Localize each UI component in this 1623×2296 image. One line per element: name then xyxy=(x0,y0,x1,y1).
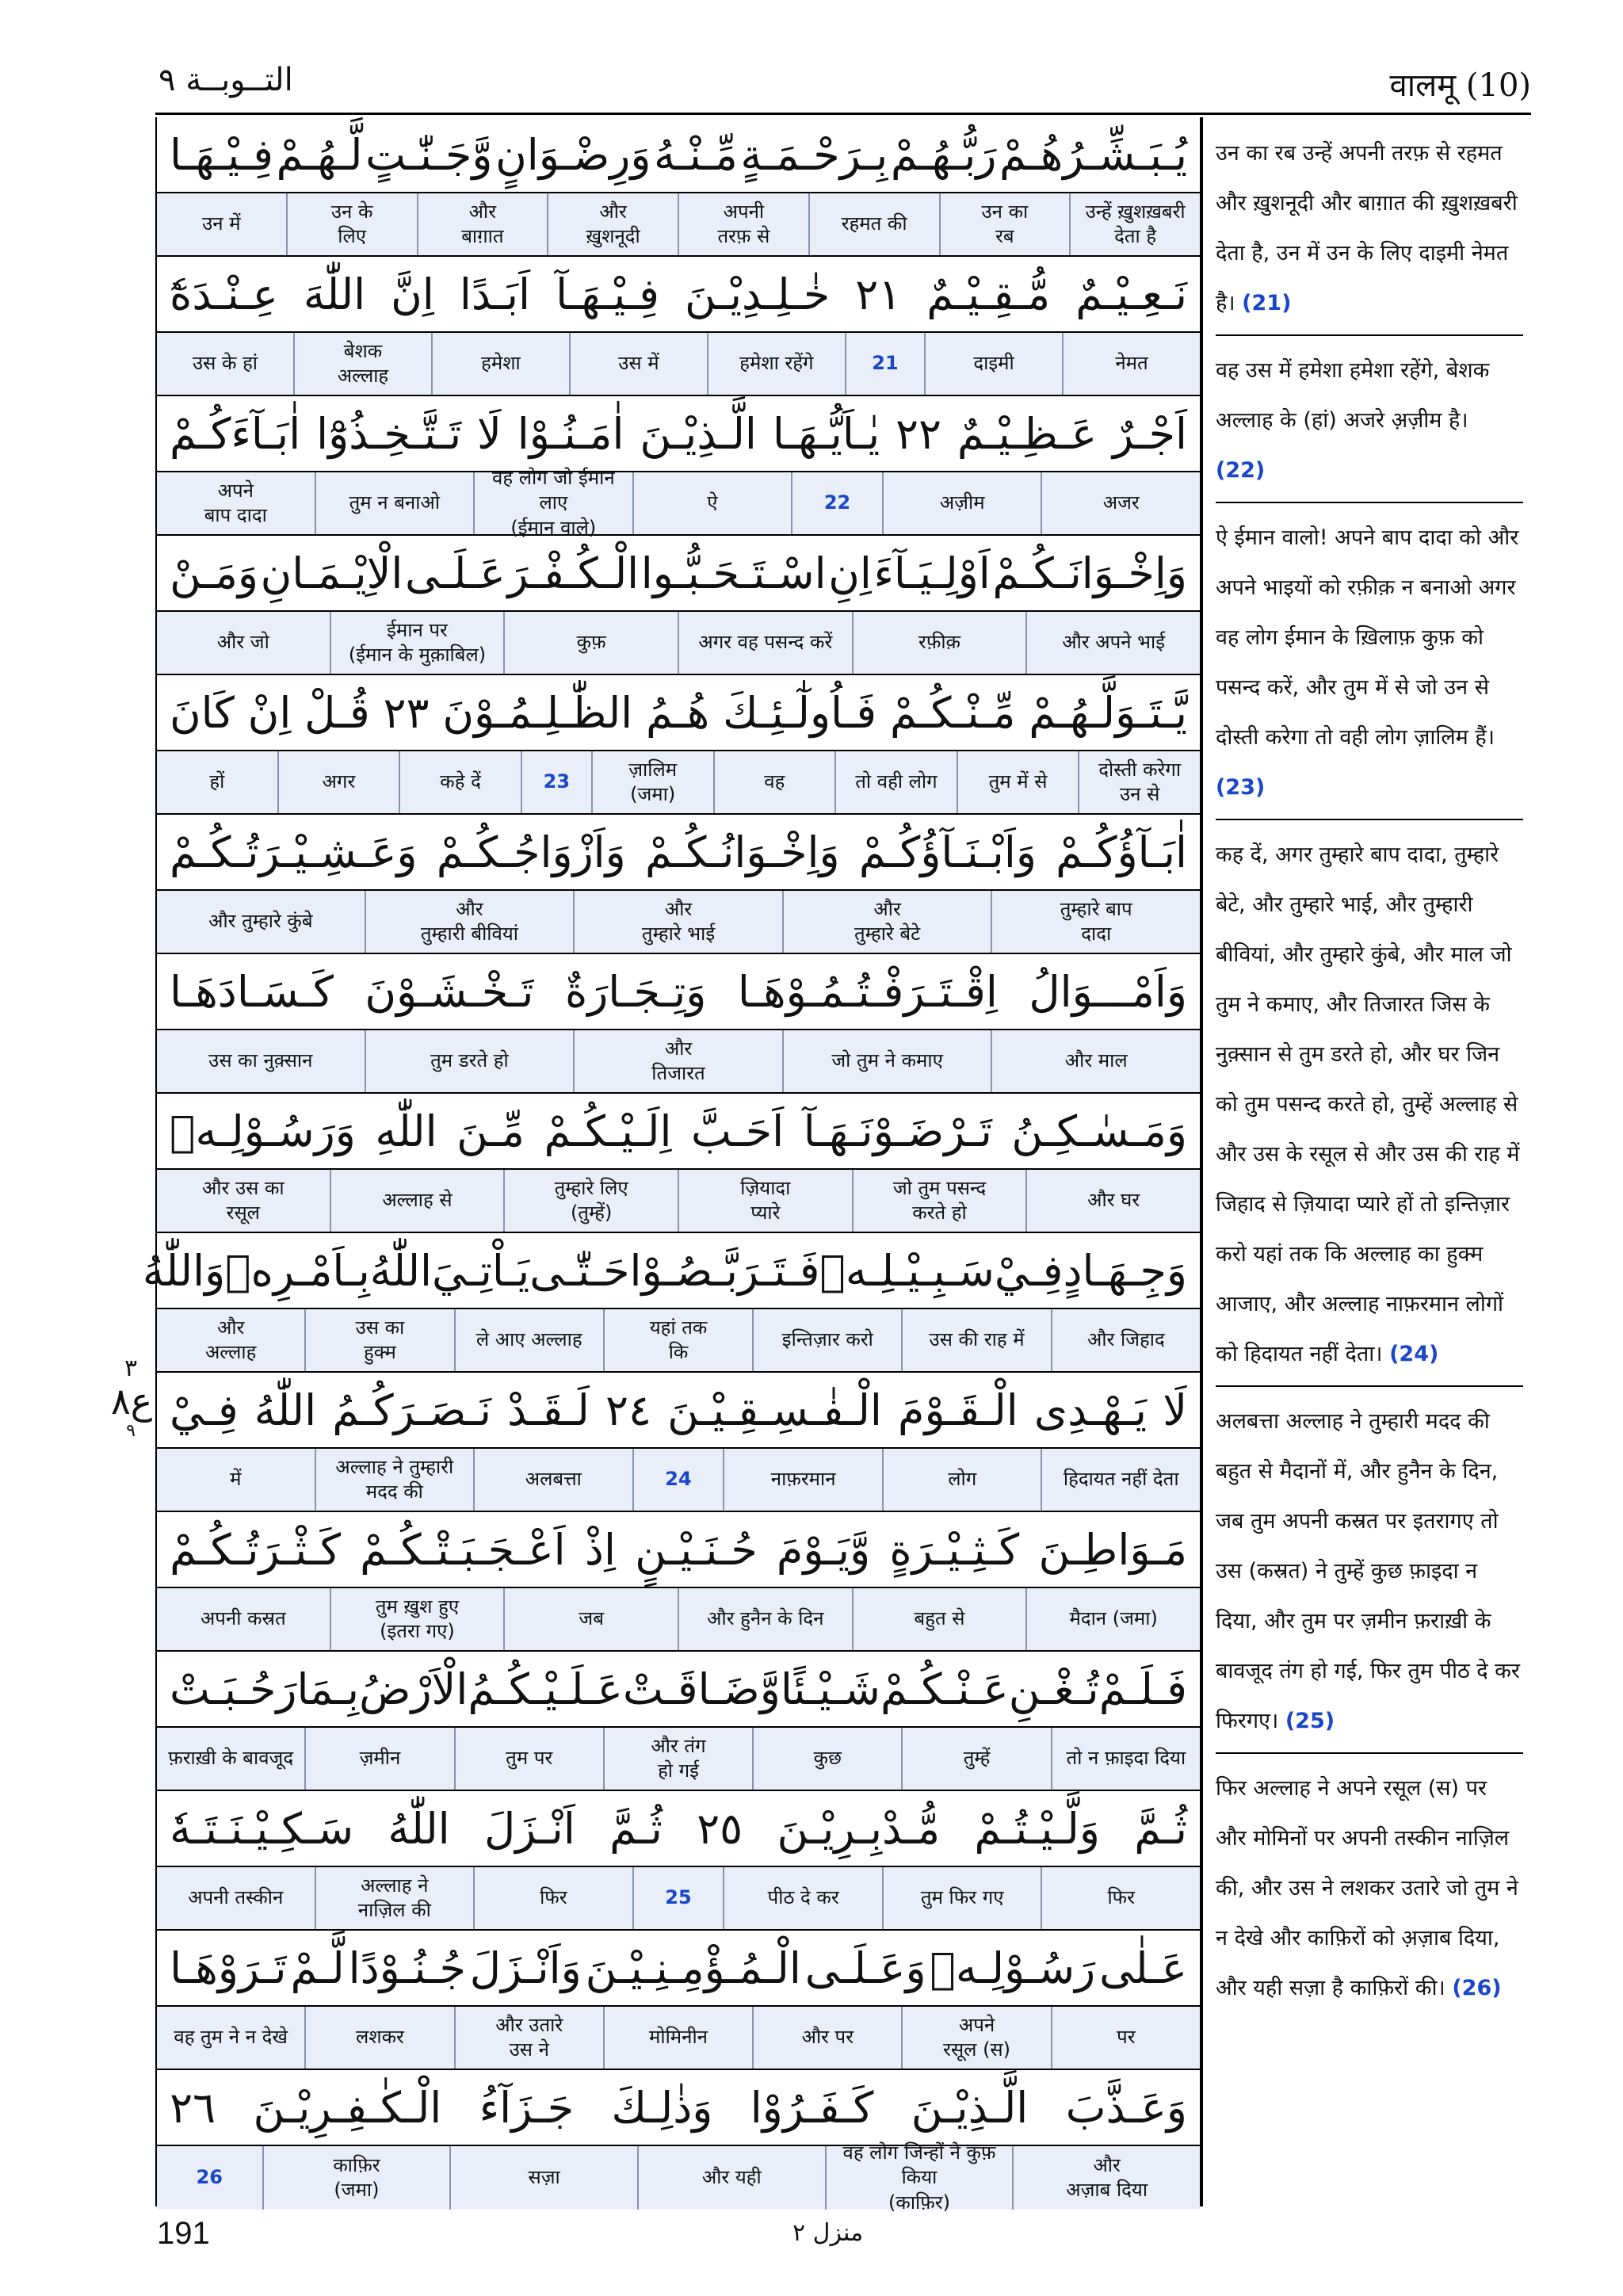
word-translation-cell: वह तुम ने न देखे xyxy=(174,2026,288,2049)
arabic-word: خٰـلِـدِيْـنَ xyxy=(685,269,831,319)
word-translation-cell: अपने रसूल (स) xyxy=(901,2007,1050,2069)
word-translation-cell: फ़राख़ी के बावजूद xyxy=(168,1747,294,1770)
word-translation-cell: और जो xyxy=(216,631,269,654)
arabic-word: وَاَمْـــوَالُ xyxy=(1029,966,1187,1017)
arabic-word: اللّٰهُ xyxy=(388,1803,450,1854)
arabic-word: وَاللّٰهُ xyxy=(142,1245,226,1296)
arabic-verse-line xyxy=(157,2070,1200,2146)
arabic-word: وَّضَـاقَـتْ xyxy=(622,1664,781,1714)
verse-number: (24) xyxy=(1389,1342,1439,1366)
word-translation-cell: पीठ दे कर xyxy=(723,1867,882,1929)
arabic-word: يَّـتَـوَلَّـهُـمْ xyxy=(1029,687,1187,738)
arabic-word: عَـلَـى xyxy=(404,548,506,598)
word-translation-cell: हिदायत नहीं देता xyxy=(1041,1449,1200,1511)
arabic-word: رَحُـبَـتْ xyxy=(170,1664,297,1714)
arabic-word: وَاِخْـوَانُـكُـمْ xyxy=(645,827,840,877)
arabic-word: فَـتَـرَبَّـصُـوْا xyxy=(629,1245,820,1296)
arabic-word: اِقْـتَـرَفْـتُـمُـوْهَـا xyxy=(737,966,998,1017)
word-translation-cell: अपनी तस्कीन xyxy=(188,1886,284,1909)
word-translation-cell: तुम पर xyxy=(454,1728,603,1790)
arabic-word: فِـيْ xyxy=(170,1385,239,1435)
verse-number: (25) xyxy=(1285,1709,1335,1733)
arabic-word: وَعَـذَّبَ xyxy=(1065,2082,1187,2133)
arabic-word: تُـغْـنِ xyxy=(1008,1664,1099,1714)
word-translation-row xyxy=(157,193,1200,257)
arabic-word: وَاِخْـوَانَـكُـمْ xyxy=(992,548,1187,598)
word-translation-row xyxy=(157,1309,1200,1373)
word-translation-cell: फिर xyxy=(473,1867,632,1929)
arabic-word: رَبُّـهُـمْ xyxy=(890,129,997,180)
word-translation-cell: फिर xyxy=(1041,1867,1200,1929)
word-translation-cell: और पर xyxy=(752,2007,901,2069)
word-translation-cell: मोमिनीन xyxy=(603,2007,752,2069)
word-translation-cell: अल्लाह से xyxy=(330,1170,504,1232)
word-translation-cell: लशकर xyxy=(304,2007,453,2069)
arabic-word: الْاِيْـمَـانِ xyxy=(260,548,403,598)
header-rule xyxy=(155,113,1531,115)
word-translation-cell: बहुत से xyxy=(852,1588,1026,1650)
arabic-word: ٢٢ xyxy=(896,408,942,459)
word-translation-cell: तुम्हें xyxy=(901,1728,1050,1790)
word-translation-cell: जो तुम ने कमाए xyxy=(782,1030,991,1092)
arabic-word: اِنِ xyxy=(828,548,872,598)
word-translation-cell: उस में xyxy=(569,333,707,395)
word-translation-cell: कुफ़ xyxy=(503,612,678,674)
arabic-word: وَلَّـيْـتُـمْ xyxy=(974,1803,1100,1854)
arabic-word: وَمَـسٰـكِـنُ xyxy=(1011,1106,1187,1156)
arabic-verse-line xyxy=(157,1512,1200,1588)
arabic-verse-line xyxy=(157,815,1200,891)
verse-translation-text: कह दें, अगर तुम्हारे बाप दादा, तुम्हारे बेटे, और तुम्हारे भाई, और तुम्हारी बीवियां, और तुम्हारे कुंबे, और माल जो तुम ने कमाए, और तिजारत जिस के नुक़्सान से तुम डरते हो, और घर जिन को तुम पसन्द करते हो, तुम्हें अल्लाह से और उस के रसूल से और उस की राह में जिहाद से ज़ियादा प्यारे हों तो इन्तिज़ार करो यहां तक कि अल्लाह का हुक्म आजाए, और अल्लाह नाफ़रमान लोगों को हिदायत नहीं देता। xyxy=(1216,842,1520,1366)
word-translation-cell: ईमान पर (ईमान के मुक़ाबिल) xyxy=(330,612,504,674)
arabic-word: عَـلٰى xyxy=(1099,1943,1187,1993)
arabic-verse-line xyxy=(157,675,1200,751)
arabic-verse-line xyxy=(157,1373,1200,1449)
arabic-word: الْـكُـفْـرَ xyxy=(507,548,640,598)
word-translation-cell: सज़ा xyxy=(449,2146,637,2210)
arabic-word: سَـبِـيْـلِـهٖ xyxy=(819,1245,995,1296)
arabic-word: بِـمَا xyxy=(296,1664,360,1714)
arabic-word: حَـتّٰـى xyxy=(529,1245,630,1296)
verse-translation-text: अलबत्ता अल्लाह ने तुम्हारी मदद की बहुत से मैदानों में, और हुनैन के दिन, जब तुम अपनी कस्रत पर इतरागए तो उस (कस्रत) ने तुम्हें कुछ फ़ाइदा न दिया, और तुम पर ज़मीन फ़राख़ी के बावजूद तंग हो गई, फिर तुम पीठ दे कर फिरगए। xyxy=(1216,1409,1520,1733)
arabic-word: ثُـمَّ xyxy=(1134,1803,1187,1854)
ruku-marker-top: ٣ xyxy=(124,1354,138,1382)
arabic-word: اٰمَـنُـوْا xyxy=(517,408,624,459)
verse-translation-paragraph xyxy=(1216,1763,1523,2019)
arabic-word: فَـلَـمْ xyxy=(1098,1664,1187,1714)
arabic-verse-line xyxy=(157,1931,1200,2007)
arabic-word: جَـزَآءُ xyxy=(479,2082,575,2133)
word-translation-row xyxy=(157,1170,1200,1233)
arabic-verse-line xyxy=(157,1094,1200,1170)
word-translation-cell: दाइमी xyxy=(924,333,1062,395)
arabic-verse-line xyxy=(157,954,1200,1030)
word-translation-cell: काफ़िर (जमा) xyxy=(262,2146,450,2210)
word-translation-cell: और अल्लाह xyxy=(204,1316,257,1363)
arabic-word: اِلَـيْـكُـمْ xyxy=(544,1106,672,1156)
arabic-word: وَاَبْـنَـآؤُكُـمْ xyxy=(858,827,1037,877)
arabic-word: اٰبَـآءَكُـمْ xyxy=(170,408,301,459)
arabic-word: لَّـمْ xyxy=(290,1943,345,1993)
verse-number: (21) xyxy=(1242,291,1292,315)
arabic-word: وَرِضْـوَانٍ xyxy=(495,129,651,180)
arabic-word: الْـفٰـسِـقِـيْـنَ xyxy=(667,1385,882,1435)
page-number: 191 xyxy=(157,2216,210,2251)
verse-translation-paragraph xyxy=(1216,1396,1523,1754)
arabic-verse-line xyxy=(157,257,1200,333)
word-translation-row xyxy=(157,467,1200,539)
word-translation-cell: कहे दें xyxy=(399,751,521,813)
arabic-word: قُـلْ xyxy=(304,687,370,738)
word-translation-cell: कुछ xyxy=(752,1728,901,1790)
arabic-word: مُّـقِـيْـمٌ xyxy=(926,269,1051,319)
arabic-word: يَـهْـدِى xyxy=(1033,1385,1148,1435)
arabic-word: مُّـدْبِـرِيْـنَ xyxy=(777,1803,941,1854)
word-translation-row xyxy=(157,1867,1200,1931)
word-translation-cell: ऐ xyxy=(632,472,792,534)
word-translation-row xyxy=(157,1030,1200,1094)
arabic-word: كَانَ xyxy=(170,687,235,738)
verse-number: (26) xyxy=(1452,1976,1502,2000)
word-translation-row xyxy=(157,891,1200,954)
arabic-word: لَّـهُـمْ xyxy=(276,129,363,180)
word-translation-cell: वह xyxy=(713,751,835,813)
arabic-word: اَوْلِـيَـآءَ xyxy=(873,548,991,598)
arabic-word: اِنَّ xyxy=(391,269,434,319)
arabic-verse-line xyxy=(157,396,1200,472)
word-translation-cell: वह लोग जिन्हों ने कुफ़ किया (काफ़िर) xyxy=(825,2146,1013,2210)
word-translation-cell: ज़ालिम (जमा) xyxy=(591,751,713,813)
word-translation-cell: अपने बाप दादा xyxy=(204,479,267,526)
word-translation-row xyxy=(157,612,1200,675)
arabic-word: مِّـنَ xyxy=(456,1106,525,1156)
arabic-word: يَـاْتِـيَ xyxy=(432,1245,530,1296)
arabic-word: اللّٰهَ xyxy=(303,269,366,319)
arabic-word: ٢٥ xyxy=(697,1803,743,1854)
word-translation-cell: उस का हुक्म xyxy=(304,1309,453,1371)
word-translation-cell: उस के हां xyxy=(193,352,258,375)
arabic-word: ٢٦ xyxy=(170,2082,216,2133)
word-translation-cell: उन के लिए xyxy=(286,193,417,255)
arabic-word: عَـظِـيْـمٌ xyxy=(957,408,1098,459)
word-translation-cell: और बाग़ात xyxy=(417,193,548,255)
arabic-word: رَسُـوْلِـهٖ xyxy=(930,1943,1096,1993)
arabic-word: وَعَـلَـى xyxy=(804,1943,926,1993)
arabic-word: فِـيْـهَـا xyxy=(170,129,273,180)
arabic-word: الْـمُـؤْمِـنِـيْـنَ xyxy=(585,1943,801,1993)
word-translation-row xyxy=(157,1449,1200,1512)
arabic-verse-line xyxy=(142,1233,1200,1309)
arabic-word: مِّـنْـكُـمْ xyxy=(889,687,1016,738)
word-translation-cell: और अज़ाब दिया xyxy=(1012,2146,1200,2210)
arabic-word: شَـيْـئًا xyxy=(780,1664,880,1714)
arabic-word: الَّـذِيْـنَ xyxy=(911,2082,1029,2133)
arabic-verse-line xyxy=(157,1652,1200,1728)
ruku-marker-bottom: ٩ xyxy=(126,1420,136,1441)
word-translation-cell: तुम डरते हो xyxy=(365,1030,574,1092)
arabic-word: وَمَـنْ xyxy=(170,548,259,598)
word-translation-cell: अलबत्ता xyxy=(473,1449,632,1511)
word-translation-cell: मैदान (जमा) xyxy=(1025,1588,1200,1650)
word-translation-cell: अज़ीम xyxy=(882,472,1041,534)
word-translation-cell: तुम फिर गए xyxy=(882,1867,1041,1929)
word-translation-cell: और तिजारत xyxy=(573,1030,782,1092)
arabic-word: عَـنْـكُـمْ xyxy=(880,1664,1009,1714)
verse-number-cell: 24 xyxy=(632,1449,724,1511)
word-translation-cell: अजर xyxy=(1041,472,1200,534)
arabic-word: عِـنْـدَهٗٓ xyxy=(170,269,278,319)
arabic-word: وَاَزْوَاجُـكُـمْ xyxy=(436,827,626,877)
word-translation-cell: हमेशा रहेंगे xyxy=(707,333,845,395)
word-translation-cell: तो न फ़ाइदा दिया xyxy=(1051,1728,1200,1790)
arabic-word: ٢٤ xyxy=(605,1385,652,1435)
word-translation-cell: अगर xyxy=(277,751,399,813)
word-translation-cell: अल्लाह ने नाज़िल की xyxy=(315,1867,474,1929)
word-translation-cell: और तुम्हारे बेटे xyxy=(782,891,991,953)
arabic-word: بِـاَمْـرِهٖ xyxy=(225,1245,370,1296)
arabic-word: كَـسَـادَهَـا xyxy=(170,966,334,1017)
word-translation-cell: उन में xyxy=(202,212,241,235)
word-translation-cell: इन्तिज़ार करो xyxy=(752,1309,901,1371)
verse-number-cell: 26 xyxy=(196,2166,223,2189)
word-translation-cell: और उतारे उस ने xyxy=(454,2007,603,2069)
word-translation-row xyxy=(157,751,1200,815)
arabic-word: جُـنُـوْدًا xyxy=(348,1943,466,1993)
word-translation-cell: और ख़ुशनूदी xyxy=(547,193,678,255)
arabic-word: فِـيْ xyxy=(994,1245,1064,1296)
word-translation-cell: जो तुम पसन्द करते हो xyxy=(852,1170,1026,1232)
word-translation-cell: तुम्हारे बाप दादा xyxy=(991,891,1200,953)
arabic-word: اٰبَـآؤُكُـمْ xyxy=(1056,827,1187,877)
arabic-word: مِّـنْـهُ xyxy=(654,129,738,180)
arabic-word: فَـاُولٰٓـئِـكَ xyxy=(723,687,877,738)
word-translation-cell: उन का रब xyxy=(939,193,1070,255)
arabic-word: حُـنَـيْـنٍ xyxy=(635,1524,758,1575)
manzil-label: منزل ٢ xyxy=(792,2219,864,2247)
word-translation-cell: अल्लाह ने तुम्हारी मदद की xyxy=(315,1449,474,1511)
ruku-marker xyxy=(111,1355,151,1441)
arabic-word: ٢٣ xyxy=(383,687,430,738)
arabic-word: ثُـمَّ xyxy=(609,1803,663,1854)
word-translation-cell: और तंग हो गई xyxy=(603,1728,752,1790)
word-translation-cell: वह लोग जो ईमान लाए (ईमान वाले) xyxy=(473,472,632,534)
arabic-word: سَـكِـيْـنَـتَـهٗ xyxy=(170,1803,354,1854)
word-translation-cell: तुम्हारे लिए (तुम्हें) xyxy=(503,1170,678,1232)
word-translation-cell: हमेशा xyxy=(431,333,569,395)
verse-translation-text: फिर अल्लाह ने अपने रसूल (स) पर और मोमिनों पर अपनी तस्कीन नाज़िल की, और उस ने लशकर उतारे जो तुम ने न देखे और काफ़िरों को अ़ज़ाब दिया, और यही सज़ा है काफ़िरों की। xyxy=(1216,1776,1518,2000)
translation-sidebar xyxy=(1201,117,1531,2206)
arabic-word: اَجْـرٌ xyxy=(1113,408,1187,459)
word-translation-row xyxy=(157,1588,1200,1652)
verse-number-cell: 22 xyxy=(791,472,882,534)
arabic-word: اِذْ xyxy=(584,1524,616,1575)
word-translation-cell: बेशक अल्लाह xyxy=(293,333,431,395)
arabic-word: وَرَسُـوْلِـهٖ xyxy=(170,1106,356,1156)
arabic-word: وَذٰلِـكَ xyxy=(611,2082,713,2133)
verse-translation-paragraph xyxy=(1216,513,1523,820)
verse-translation-text: ऐ ईमान वालो! अपने बाप दादा को और अपने भाइयों को रफ़ीक़ न बनाओ अगर वह लोग ईमान के ख़िलाफ़ कुफ़ को पसन्द करें, और तुम में से जो उन से दोस्ती करेगा तो वही लोग ज़ालिम हैं। xyxy=(1216,525,1519,750)
para-header: वालमू (10) xyxy=(1389,67,1531,104)
word-translation-cell: में xyxy=(230,1468,242,1491)
surah-header: التــوبــة ٩ xyxy=(158,62,293,98)
word-translation-cell: तो वही लोग xyxy=(834,751,957,813)
verse-number-cell: 25 xyxy=(632,1867,724,1929)
arabic-word: اسْـتَـحَـبُّـوا xyxy=(640,548,827,598)
word-translation-cell: जब xyxy=(503,1588,678,1650)
word-translation-cell: अपनी कस्रत xyxy=(200,1607,286,1630)
arabic-word: الْـقَـوْمَ xyxy=(898,1385,1018,1435)
arabic-verse-line xyxy=(157,1791,1200,1867)
arabic-word: يٰـاَيُّـهَـا xyxy=(772,408,880,459)
word-translation-cell: उस का नुक़्सान xyxy=(208,1049,313,1072)
arabic-word: اَنْـزَلَ xyxy=(483,1803,575,1854)
word-translation-cell: रफ़ीक़ xyxy=(852,612,1026,674)
verse-number: (23) xyxy=(1216,775,1266,800)
arabic-word: كَـفَـرُوْا xyxy=(750,2082,874,2133)
arabic-word: الَّـذِيْـنَ xyxy=(640,408,757,459)
arabic-word: وَاَنْـزَلَ xyxy=(469,1943,582,1993)
word-translation-cell: और अपने भाई xyxy=(1025,612,1200,674)
word-translation-cell: उस की राह में xyxy=(901,1309,1050,1371)
word-translation-cell: और तुम्हारे भाई xyxy=(573,891,782,953)
arabic-word: لَا xyxy=(1163,1385,1187,1435)
arabic-word: بِـرَحْـمَـةٍ xyxy=(740,129,888,180)
word-translation-cell: और हुनैन के दिन xyxy=(678,1588,852,1650)
arabic-word: يُـبَـشِّـرُهُـمْ xyxy=(999,129,1187,180)
word-translation-cell: अपनी तरफ़ से xyxy=(678,193,808,255)
word-translation-cell: पर xyxy=(1051,2007,1200,2069)
arabic-word: مَـوَاطِـنَ xyxy=(1038,1524,1187,1575)
arabic-word: عَـلَـيْـكُـمُ xyxy=(468,1664,623,1714)
word-translation-cell: और घर xyxy=(1025,1170,1200,1232)
arabic-word: وَّجَـنّٰـتٍ xyxy=(365,129,493,180)
word-translation-cell: रहमत की xyxy=(808,193,939,255)
arabic-word: اللّٰهُ xyxy=(254,1385,317,1435)
arabic-word: وَّيَـوْمَ xyxy=(776,1524,871,1575)
word-translation-cell: और तुम्हारी बीवियां xyxy=(365,891,574,953)
arabic-word: تَـخْـشَـوْنَ xyxy=(365,966,534,1017)
verse-number: (22) xyxy=(1216,458,1266,483)
word-translation-cell: ले आए अल्लाह xyxy=(454,1309,603,1371)
verse-number-cell: 21 xyxy=(845,333,924,395)
verse-translation-text: उन का रब उन्हें अपनी तरफ़ से रहमत और ख़ुशनूदी और बाग़ात की ख़ुशख़बरी देता है, उन में उन के लिए दाइमी नेमत है। xyxy=(1216,141,1518,315)
arabic-word: وَعَـشِـيْـرَتُـكُـمْ xyxy=(170,827,418,877)
arabic-word: اَحَـبَّ xyxy=(690,1106,785,1156)
verse-translation-text: वह उस में हमेशा हमेशा रहेंगे, बेशक अल्लाह के (हां) अजरे अ़ज़ीम है। xyxy=(1216,358,1490,433)
word-translation-cell: यहां तक कि xyxy=(603,1309,752,1371)
word-translation-cell: ज़ियादा प्यारे xyxy=(678,1170,852,1232)
word-translation-cell: हों xyxy=(209,770,225,793)
word-translation-row xyxy=(157,333,1200,396)
word-translation-cell: और उस का रसूल xyxy=(201,1176,285,1224)
arabic-word: تَـتَّـخِـذُوْٓا xyxy=(316,408,462,459)
arabic-word: ٢١ xyxy=(855,269,902,319)
arabic-word: نَـصَـرَكُـمُ xyxy=(332,1385,491,1435)
arabic-word: اِنْ xyxy=(247,687,292,738)
arabic-word: الْاَرْضُ xyxy=(359,1664,468,1714)
word-translation-cell: ज़मीन xyxy=(304,1728,453,1790)
arabic-word: اللّٰهُ xyxy=(369,1245,433,1296)
arabic-word: اَبَـدًا xyxy=(459,269,531,319)
word-translation-cell: उन्हें ख़ुशख़बरी देता है xyxy=(1069,193,1200,255)
verse-translation-paragraph xyxy=(1216,830,1523,1387)
verse-number-cell: 23 xyxy=(521,751,591,813)
arabic-word: تَـرْضَـوْنَـهَـآ xyxy=(803,1106,992,1156)
arabic-word: الظّٰـلِـمُـوْنَ xyxy=(442,687,633,738)
arabic-word: اَعْـجَـبَـتْـكُـمْ xyxy=(360,1524,566,1575)
arabic-word: فِـيْـهَـآ xyxy=(556,269,659,319)
verse-translation-paragraph xyxy=(1216,346,1523,503)
word-translation-cell: अगर वह पसन्द करें xyxy=(678,612,852,674)
arabic-word: وَتِـجَـارَةٌ xyxy=(564,966,707,1017)
arabic-word: هُـمُ xyxy=(646,687,710,738)
word-translation-cell: दोस्ती करेगा उन से xyxy=(1078,751,1200,813)
verse-translation-paragraph xyxy=(1216,128,1523,336)
interlinear-text-panel xyxy=(142,117,1201,2214)
word-translation-row xyxy=(157,2141,1200,2214)
word-translation-row xyxy=(157,1728,1200,1791)
word-translation-cell: नाफ़रमान xyxy=(723,1449,882,1511)
word-translation-cell: तुम ख़ुश हुए (इतरा गए) xyxy=(330,1588,504,1650)
arabic-word: لَا xyxy=(477,408,502,459)
ruku-marker-symbol: ع٨ xyxy=(111,1380,153,1423)
arabic-word: لَـقَـدْ xyxy=(507,1385,590,1435)
arabic-word: تَـرَوْهَـا xyxy=(170,1943,287,1993)
arabic-word: كَـثِـيْـرَةٍ xyxy=(889,1524,1020,1575)
word-translation-cell: और यही xyxy=(637,2146,825,2210)
word-translation-cell: लोग xyxy=(882,1449,1041,1511)
arabic-word: نَـعِـيْـمٌ xyxy=(1075,269,1187,319)
arabic-verse-line xyxy=(157,536,1200,612)
word-translation-cell: और जिहाद xyxy=(1051,1309,1200,1371)
word-translation-cell: तुम में से xyxy=(957,751,1079,813)
arabic-verse-line xyxy=(157,117,1200,193)
word-translation-cell: तुम न बनाओ xyxy=(315,472,474,534)
word-translation-row xyxy=(157,2007,1200,2070)
word-translation-cell: और माल xyxy=(991,1030,1200,1092)
arabic-word: اللّٰهِ xyxy=(375,1106,437,1156)
word-translation-cell: नेमत xyxy=(1062,333,1200,395)
arabic-word: الْـكٰـفِـرِيْـنَ xyxy=(253,2082,442,2133)
arabic-word: وَجِـهَـادٍ xyxy=(1063,1245,1187,1296)
word-translation-cell: और तुम्हारे कुंबे xyxy=(208,910,313,933)
arabic-word: كَـثْـرَتُـكُـمْ xyxy=(170,1524,341,1575)
